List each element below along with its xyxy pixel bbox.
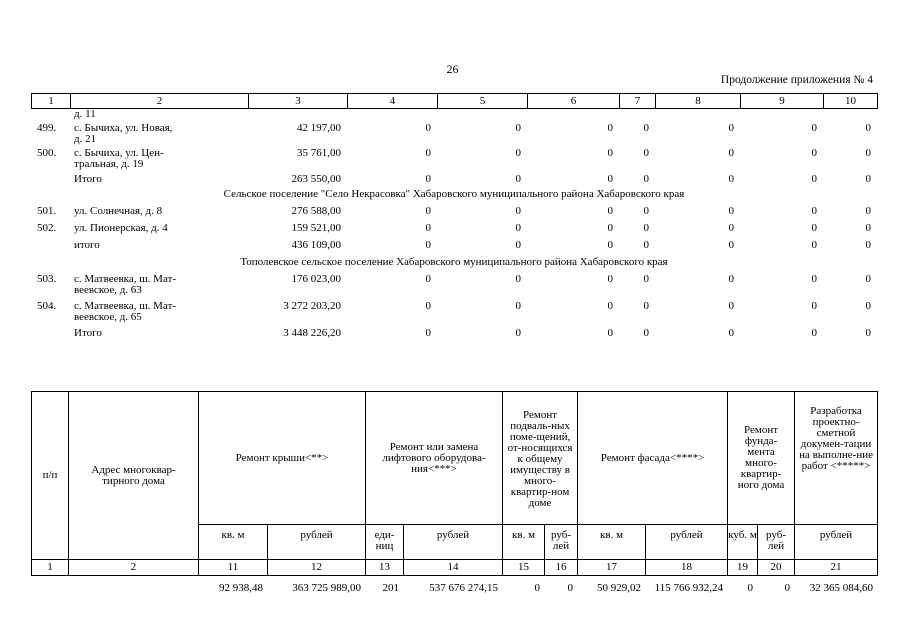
cell: 0 [643,173,649,185]
col-number: 21 [795,560,878,576]
cell: 0 [728,300,734,312]
facade-header: Ремонт фасада<****> [578,392,728,525]
cell-total: 42 197,00 [297,122,341,134]
cell: 0 [811,239,817,251]
table-row [31,273,877,300]
col-header: 5 [438,94,528,109]
total-cell: 92 938,48 [219,581,263,594]
col-number: 11 [199,560,268,576]
row-address: Итого [74,173,102,185]
cell: 0 [607,122,613,134]
cell: 0 [811,147,817,159]
carry-over-text: д. 11 [74,108,96,120]
cell: 0 [865,122,871,134]
lift-header: Ремонт или замена лифтового оборудова-ния<***> [366,392,503,525]
cell: 0 [425,205,431,217]
row-address: с. Бычиха, ул. Новая, д. 21 [74,122,173,145]
cell: 0 [515,173,521,185]
table-row [31,327,877,343]
cell: 0 [607,147,613,159]
col-header: 9 [741,94,824,109]
col-number: 1 [32,560,69,576]
unit-header: куб. м [728,525,758,560]
table-row [31,173,877,188]
cell: 0 [607,173,613,185]
unit-header: еди-ниц [366,525,404,560]
row-address: Итого [74,327,102,339]
col-number: 16 [545,560,578,576]
col-header: 3 [249,94,348,109]
col-header: 1 [32,94,71,109]
cell: 0 [728,222,734,234]
cell: 0 [425,222,431,234]
cell: 0 [515,222,521,234]
pp-header: п/п [32,392,69,560]
cell: 0 [643,205,649,217]
total-cell: 0 [567,581,573,594]
col-number: 17 [578,560,646,576]
total-cell: 0 [784,581,790,594]
row-address: с. Матвеевка, ш. Мат- веевское, д. 65 [74,300,177,323]
cell: 0 [607,300,613,312]
cell: 0 [811,222,817,234]
cell: 0 [607,205,613,217]
unit-header: руб-лей [545,525,578,560]
total-cell: 0 [534,581,540,594]
row-index: 503. [37,273,57,285]
cell-total: 35 761,00 [297,147,341,159]
col-number: 13 [366,560,404,576]
cell: 0 [865,222,871,234]
cell: 0 [865,239,871,251]
foundation-header: Ремонт фунда-мента много-квартир-ного дома [728,392,795,525]
roof-header: Ремонт крыши<**> [199,392,366,525]
cell: 0 [515,147,521,159]
unit-header: рублей [404,525,503,560]
totals-row [31,580,877,596]
cell: 0 [425,327,431,339]
cell: 0 [728,147,734,159]
cell-total: 263 550,00 [291,173,341,185]
cell: 0 [515,300,521,312]
cell: 0 [425,300,431,312]
section-heading: Тополевское сельское поселение Хабаровского муниципального района Хабаровского края [240,256,668,268]
cell: 0 [515,327,521,339]
cell-total: 159 521,00 [291,222,341,234]
col-number: 18 [646,560,728,576]
col-number: 12 [268,560,366,576]
cell: 0 [728,122,734,134]
cell: 0 [811,300,817,312]
unit-header: руб-лей [758,525,795,560]
cell: 0 [728,205,734,217]
cell: 0 [865,147,871,159]
row-index: 499. [37,122,57,134]
col-number: 15 [503,560,545,576]
cell-total: 3 448 226,20 [283,327,341,339]
total-cell: 115 766 932,24 [654,581,723,594]
top-table-body [31,110,877,343]
cell: 0 [728,239,734,251]
cell: 0 [811,205,817,217]
cell: 0 [425,147,431,159]
row-index: 500. [37,147,57,159]
cell: 0 [425,273,431,285]
row-address: итого [74,239,100,251]
row-address: с. Матвеевка, ш. Мат- веевское, д. 63 [74,273,177,296]
cell: 0 [643,122,649,134]
cell-total: 276 588,00 [291,205,341,217]
row-address: ул. Солнечная, д. 8 [74,205,163,217]
row-index: 504. [37,300,57,312]
cell: 0 [643,147,649,159]
table-row [31,122,877,147]
continuation-label: Продолжение приложения № 4 [720,74,873,86]
col-header: 10 [824,94,878,109]
cell: 0 [425,173,431,185]
total-cell: 50 929,02 [597,581,641,594]
page-number: 26 [446,62,459,76]
cell: 0 [865,205,871,217]
unit-header: кв. м [503,525,545,560]
cell: 0 [643,273,649,285]
unit-header: кв. м [578,525,646,560]
row-address: ул. Пионерская, д. 4 [74,222,168,234]
col-number: 14 [404,560,503,576]
row-address: с. Бычиха, ул. Цен- тральная, д. 19 [74,147,164,170]
cell: 0 [728,173,734,185]
total-cell: 32 365 084,60 [809,581,873,594]
row-index: 501. [37,205,57,217]
cell: 0 [425,239,431,251]
cell: 0 [515,273,521,285]
cell: 0 [643,300,649,312]
table-row [31,222,877,239]
col-header: 2 [71,94,249,109]
total-cell: 201 [382,581,399,594]
total-cell: 0 [747,581,753,594]
col-header: 6 [528,94,620,109]
design-header: Разработка проектно-сметной докумен-тации на выполне-ние работ <*****> [795,392,878,525]
section-heading: Сельское поселение "Село Некрасовка" Хабаровского муниципального района Хабаровского края [223,188,685,200]
cell: 0 [865,173,871,185]
table-row [31,300,877,327]
cell: 0 [643,222,649,234]
col-header: 8 [656,94,741,109]
cell: 0 [607,327,613,339]
col-header: 4 [348,94,438,109]
row-index: 502. [37,222,57,234]
cell-total: 436 109,00 [291,239,341,251]
unit-header: рублей [646,525,728,560]
table-row [31,239,877,256]
cell: 0 [865,273,871,285]
cell: 0 [425,122,431,134]
table-row [31,205,877,222]
cell: 0 [515,122,521,134]
unit-header: рублей [268,525,366,560]
unit-header: кв. м [199,525,268,560]
cell: 0 [811,122,817,134]
total-cell: 363 725 989,00 [292,581,361,594]
cell-total: 176 023,00 [291,273,341,285]
cell: 0 [811,173,817,185]
cell: 0 [643,327,649,339]
table-row [31,147,877,173]
cell: 0 [811,327,817,339]
col-header: 7 [620,94,656,109]
address-header: Адрес многоквар-тирного дома [69,392,199,560]
cell: 0 [728,273,734,285]
basement-header: Ремонт подваль-ных поме-щений, от-носящихся к общему имуществу в много-квартир-ном доме [503,392,578,525]
cell: 0 [865,327,871,339]
top-table-header [31,93,878,109]
col-number: 19 [728,560,758,576]
cell: 0 [515,205,521,217]
cell: 0 [607,273,613,285]
col-number: 2 [69,560,199,576]
cell: 0 [643,239,649,251]
cell: 0 [607,239,613,251]
total-cell: 537 676 274,15 [429,581,498,594]
cell: 0 [515,239,521,251]
cell: 0 [865,300,871,312]
col-number: 20 [758,560,795,576]
cell-total: 3 272 203,20 [283,300,341,312]
bottom-table-header [31,391,878,576]
cell: 0 [811,273,817,285]
cell: 0 [607,222,613,234]
cell: 0 [728,327,734,339]
unit-header: рублей [795,525,878,560]
